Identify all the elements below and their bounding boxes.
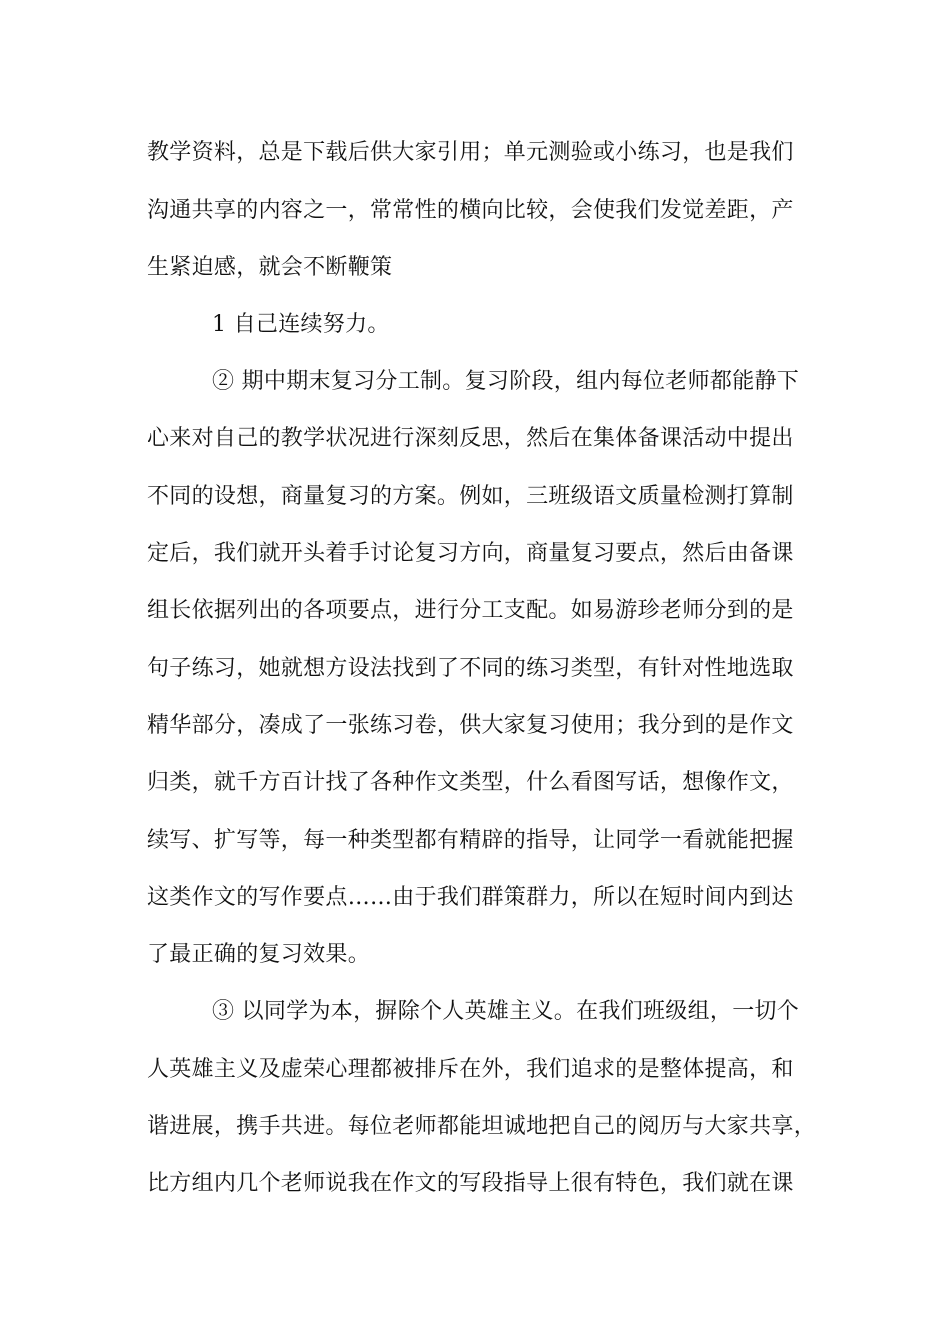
text-line: 组长依据列出的各项要点，进行分工支配。如易游珍老师分到的是 (147, 598, 794, 623)
text-line: 精华部分，凑成了一张练习卷，供大家复习使用；我分到的是作文 (147, 713, 794, 738)
text-line: 这类作文的写作要点……由于我们群策群力，所以在短时间内到达 (147, 885, 794, 910)
text-line: 句子练习，她就想方设法找到了不同的练习类型，有针对性地选取 (147, 656, 794, 681)
text-line: 谐进展，携手共进。每位老师都能坦诚地把自己的阅历与大家共享， (147, 1114, 817, 1139)
list-item-line: 1 自己连续努力。 (212, 312, 390, 337)
paragraph-heading-line: ③ 以同学为本，摒除个人英雄主义。在我们班级组，一切个 (212, 999, 800, 1024)
text-line: 定后，我们就开头着手讨论复习方向，商量复习要点，然后由备课 (147, 541, 794, 566)
text-line: 生紧迫感，就会不断鞭策 (147, 255, 393, 280)
text-line: 教学资料，总是下载后供大家引用；单元测验或小练习，也是我们 (147, 140, 794, 165)
text-line: 续写、扩写等，每一种类型都有精辟的指导，让同学一看就能把握 (147, 828, 794, 853)
text-line: 比方组内几个老师说我在作文的写段指导上很有特色，我们就在课 (147, 1171, 794, 1196)
text-line: 沟通共享的内容之一，常常性的横向比较，会使我们发觉差距，产 (147, 198, 794, 223)
text-line: 不同的设想，商量复习的方案。例如，三班级语文质量检测打算制 (147, 484, 794, 509)
text-line: 了最正确的复习效果。 (147, 942, 371, 967)
text-line: 人英雄主义及虚荣心理都被排斥在外，我们追求的是整体提高，和 (147, 1057, 794, 1082)
paragraph-heading-line: ② 期中期末复习分工制。复习阶段，组内每位老师都能静下 (212, 369, 800, 394)
text-line: 归类，就千方百计找了各种作文类型，什么看图写话，想像作文， (147, 770, 794, 795)
text-line: 心来对自己的教学状况进行深刻反思，然后在集体备课活动中提出 (147, 426, 794, 451)
